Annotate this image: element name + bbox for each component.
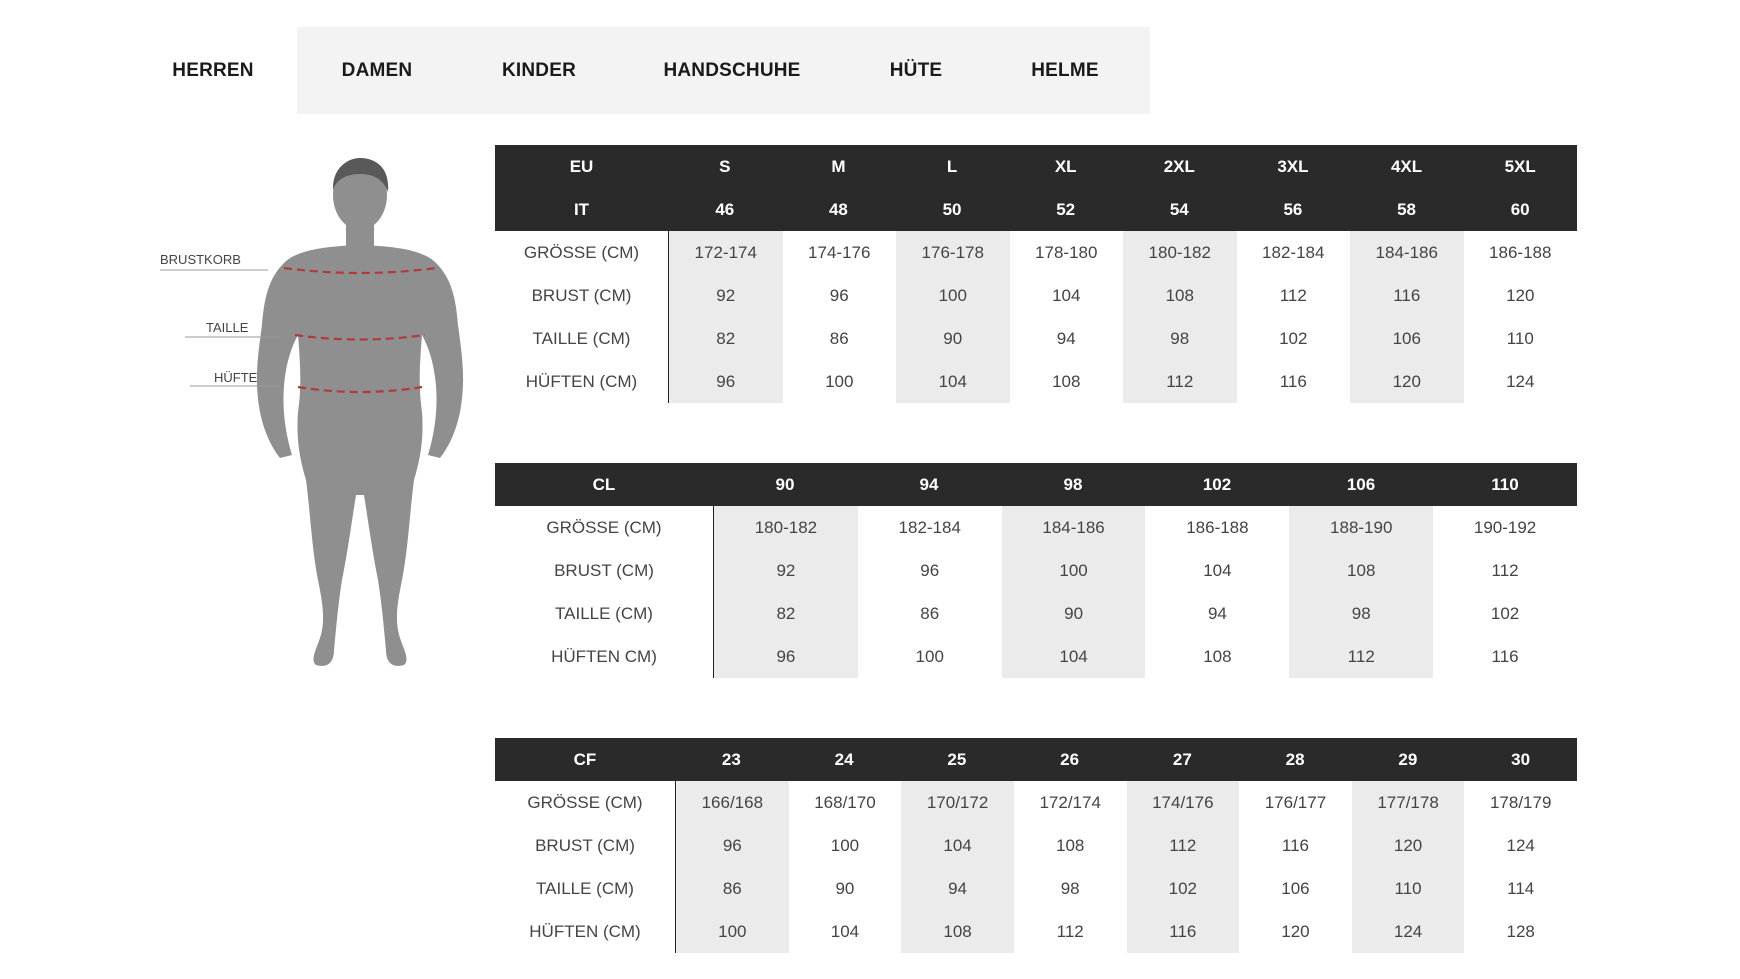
table-cell: 104 xyxy=(1059,646,1088,666)
table-header xyxy=(495,145,1577,231)
size-column xyxy=(1464,781,1577,953)
size-column xyxy=(1237,231,1351,403)
row-label: HÜFTEN (CM) xyxy=(529,921,641,941)
header-size-cell: S xyxy=(719,156,731,176)
table-cell: 106 xyxy=(1392,328,1421,348)
size-column xyxy=(676,781,789,953)
table-cell: 100 xyxy=(825,371,854,391)
table-cell: 112 xyxy=(1166,371,1194,391)
header-system-label: CL xyxy=(592,474,616,494)
tab-herren[interactable]: HERREN xyxy=(172,60,254,81)
row-label: HÜFTEN CM) xyxy=(551,646,657,666)
row-label: TAILLE (CM) xyxy=(536,878,634,898)
row-label: BRUST (CM) xyxy=(554,560,654,580)
table-cell: 120 xyxy=(1393,835,1423,855)
table-cell: 112 xyxy=(1056,921,1084,941)
header-size-cell: 98 xyxy=(1063,474,1083,494)
table-header xyxy=(495,738,1577,781)
row-labels xyxy=(495,781,676,953)
table-cell: 104 xyxy=(1203,560,1232,580)
table-cell: 96 xyxy=(716,371,736,391)
header-size-cell: 29 xyxy=(1398,749,1418,769)
row-labels xyxy=(495,506,714,678)
header-size-cell: 106 xyxy=(1346,474,1376,494)
header-row xyxy=(495,188,1577,231)
table-cell: 100 xyxy=(718,921,747,941)
header-size-cell: 56 xyxy=(1283,199,1303,219)
table-cell: 172/174 xyxy=(1039,792,1101,812)
table-cell: 177/178 xyxy=(1377,792,1439,812)
table-cell: 108 xyxy=(1052,371,1081,391)
table-header xyxy=(495,463,1577,506)
table-cell: 116 xyxy=(1169,921,1197,941)
header-size-cell: 94 xyxy=(919,474,939,494)
table-cell: 116 xyxy=(1281,835,1309,855)
header-size-cell: 5XL xyxy=(1504,156,1536,176)
header-size-cell: 58 xyxy=(1397,199,1417,219)
table-cell: 176-178 xyxy=(921,242,984,262)
size-column xyxy=(1014,781,1127,953)
size-column xyxy=(783,231,897,403)
header-size-cell: 50 xyxy=(942,199,962,219)
header-row xyxy=(495,738,1577,781)
row-label: TAILLE (CM) xyxy=(555,603,653,623)
table-cell: 104 xyxy=(830,921,860,941)
table-cell: 178-180 xyxy=(1035,242,1098,262)
size-column xyxy=(858,506,1002,678)
table-cell: 90 xyxy=(943,328,963,348)
table-cell: 120 xyxy=(1506,285,1535,305)
table-cell: 184-186 xyxy=(1042,517,1105,537)
size-column xyxy=(896,231,1010,403)
header-size-cell: 4XL xyxy=(1390,156,1423,176)
table-cell: 96 xyxy=(920,560,940,580)
table-cell: 176/177 xyxy=(1264,792,1327,812)
header-size-cell: 23 xyxy=(721,749,741,769)
tab-helme[interactable]: HELME xyxy=(1031,60,1099,81)
table-cell: 170/172 xyxy=(926,792,989,812)
table-cell: 124 xyxy=(1506,371,1535,391)
table-cell: 166/168 xyxy=(701,792,764,812)
header-size-cell: 30 xyxy=(1511,749,1531,769)
size-column xyxy=(1350,231,1464,403)
table-cell: 120 xyxy=(1392,371,1421,391)
table-cell: 110 xyxy=(1506,328,1534,348)
header-size-cell: 54 xyxy=(1169,199,1189,219)
header-size-cell: M xyxy=(831,156,846,176)
header-size-cell: 27 xyxy=(1172,749,1192,769)
size-column xyxy=(1433,506,1577,678)
table-cell: 128 xyxy=(1506,921,1535,941)
table-cell: 104 xyxy=(938,371,967,391)
header-size-cell: 24 xyxy=(834,749,854,769)
table-cell: 186-188 xyxy=(1186,517,1249,537)
tab-kinder[interactable]: KINDER xyxy=(501,60,577,81)
table-cell: 94 xyxy=(1207,603,1227,623)
header-size-cell: 48 xyxy=(828,199,848,219)
size-column xyxy=(901,781,1014,953)
table-cell: 112 xyxy=(1347,646,1375,666)
table-cell: 94 xyxy=(948,878,968,898)
header-size-cell: XL xyxy=(1054,156,1077,176)
table-cell: 174/176 xyxy=(1152,792,1214,812)
size-column xyxy=(1127,781,1240,953)
table-cell: 124 xyxy=(1393,921,1423,941)
table-cell: 186-188 xyxy=(1489,242,1552,262)
table-cell: 116 xyxy=(1491,646,1519,666)
table-cell: 106 xyxy=(1281,878,1310,898)
row-label: BRUST (CM) xyxy=(531,285,632,305)
waist-label: TAILLE xyxy=(206,320,249,335)
row-labels xyxy=(495,231,669,403)
size-column xyxy=(1123,231,1237,403)
table-cell: 96 xyxy=(829,285,849,305)
table-cell: 116 xyxy=(1393,285,1421,305)
table-cell: 86 xyxy=(722,878,742,898)
size-column xyxy=(669,231,783,403)
table-cell: 108 xyxy=(1203,646,1232,666)
table-cell: 98 xyxy=(1060,878,1080,898)
header-size-cell: 25 xyxy=(947,749,967,769)
row-label: HÜFTEN (CM) xyxy=(525,371,638,391)
table-cell: 120 xyxy=(1281,921,1310,941)
table-cell: 86 xyxy=(920,603,940,623)
header-system-label: IT xyxy=(573,199,590,219)
tab-damen[interactable]: DAMEN xyxy=(341,60,413,81)
row-label: BRUST (CM) xyxy=(535,835,635,855)
header-size-cell: 52 xyxy=(1056,199,1076,219)
table-cell: 96 xyxy=(776,646,796,666)
table-cell: 180-182 xyxy=(1148,242,1211,262)
table-cell: 92 xyxy=(716,285,736,305)
table-cell: 108 xyxy=(943,921,972,941)
table-cell: 100 xyxy=(915,646,944,666)
table-cell: 116 xyxy=(1279,371,1307,391)
table-cell: 92 xyxy=(776,560,796,580)
table-cell: 112 xyxy=(1169,835,1197,855)
table-cell: 100 xyxy=(1059,560,1088,580)
table-cell: 90 xyxy=(835,878,855,898)
header-size-cell: 3XL xyxy=(1277,156,1309,176)
header-system-label: CF xyxy=(573,749,597,769)
size-column xyxy=(1352,781,1465,953)
table-cell: 100 xyxy=(830,835,860,855)
size-column xyxy=(1464,231,1578,403)
table-cell: 90 xyxy=(1064,603,1084,623)
size-column xyxy=(789,781,902,953)
table-cell: 108 xyxy=(1165,285,1194,305)
table-cell: 102 xyxy=(1490,603,1520,623)
table-cell: 184-186 xyxy=(1375,242,1438,262)
table-cell: 124 xyxy=(1506,835,1535,855)
body-measurement-figure xyxy=(160,150,480,690)
table-cell: 112 xyxy=(1279,285,1307,305)
header-row xyxy=(495,463,1577,506)
table-cell: 104 xyxy=(1052,285,1081,305)
size-table-cf xyxy=(495,738,1577,953)
table-cell: 98 xyxy=(1351,603,1371,623)
table-cell: 110 xyxy=(1394,878,1422,898)
table-cell: 100 xyxy=(938,285,967,305)
table-cell: 172-174 xyxy=(694,242,757,262)
table-cell: 96 xyxy=(722,835,742,855)
header-size-cell: 102 xyxy=(1202,474,1232,494)
header-size-cell: 28 xyxy=(1285,749,1305,769)
size-table-eu-it xyxy=(495,145,1577,403)
header-size-cell: L xyxy=(946,156,958,176)
header-size-cell: 60 xyxy=(1510,199,1530,219)
header-size-cell: 2XL xyxy=(1163,156,1195,176)
header-size-cell: 46 xyxy=(715,199,735,219)
table-cell: 182-184 xyxy=(898,517,961,537)
chest-label: BRUSTKORB xyxy=(160,252,241,267)
size-column xyxy=(714,506,858,678)
table-cell: 108 xyxy=(1347,560,1376,580)
row-label: GRÖSSE (CM) xyxy=(527,792,643,812)
table-cell: 182-184 xyxy=(1262,242,1325,262)
table-cell: 114 xyxy=(1507,878,1535,898)
category-tabs xyxy=(0,27,1150,114)
row-label: TAILLE (CM) xyxy=(532,328,631,348)
tab-huete[interactable]: HÜTE xyxy=(889,60,943,81)
size-column xyxy=(1002,506,1146,678)
table-cell: 86 xyxy=(829,328,849,348)
size-column xyxy=(1145,506,1289,678)
header-system-label: EU xyxy=(569,156,594,176)
header-size-cell: 110 xyxy=(1491,474,1519,494)
tab-handschuhe[interactable]: HANDSCHUHE xyxy=(663,60,801,81)
table-cell: 94 xyxy=(1056,328,1076,348)
size-column xyxy=(1239,781,1352,953)
table-body xyxy=(495,231,1577,403)
table-body xyxy=(495,506,1577,678)
table-cell: 190-192 xyxy=(1473,517,1537,537)
table-cell: 180-182 xyxy=(754,517,818,537)
table-cell: 104 xyxy=(943,835,972,855)
table-cell: 98 xyxy=(1170,328,1190,348)
size-column xyxy=(1289,506,1433,678)
header-row xyxy=(495,145,1577,188)
table-cell: 82 xyxy=(716,328,736,348)
header-size-cell: 90 xyxy=(775,474,795,494)
table-cell: 188-190 xyxy=(1330,517,1393,537)
male-silhouette-icon xyxy=(160,150,480,690)
table-cell: 108 xyxy=(1056,835,1085,855)
table-cell: 102 xyxy=(1168,878,1197,898)
table-body xyxy=(495,781,1577,953)
table-cell: 112 xyxy=(1491,560,1519,580)
hip-label: HÜFTE xyxy=(214,370,258,385)
size-column xyxy=(1010,231,1124,403)
row-label: GRÖSSE (CM) xyxy=(523,242,640,262)
header-size-cell: 26 xyxy=(1060,749,1080,769)
table-cell: 82 xyxy=(776,603,796,623)
table-cell: 178/179 xyxy=(1489,792,1552,812)
table-cell: 174-176 xyxy=(808,242,871,262)
row-label: GRÖSSE (CM) xyxy=(546,517,662,537)
size-table-cl xyxy=(495,463,1577,678)
table-cell: 168/170 xyxy=(814,792,876,812)
table-cell: 102 xyxy=(1279,328,1308,348)
